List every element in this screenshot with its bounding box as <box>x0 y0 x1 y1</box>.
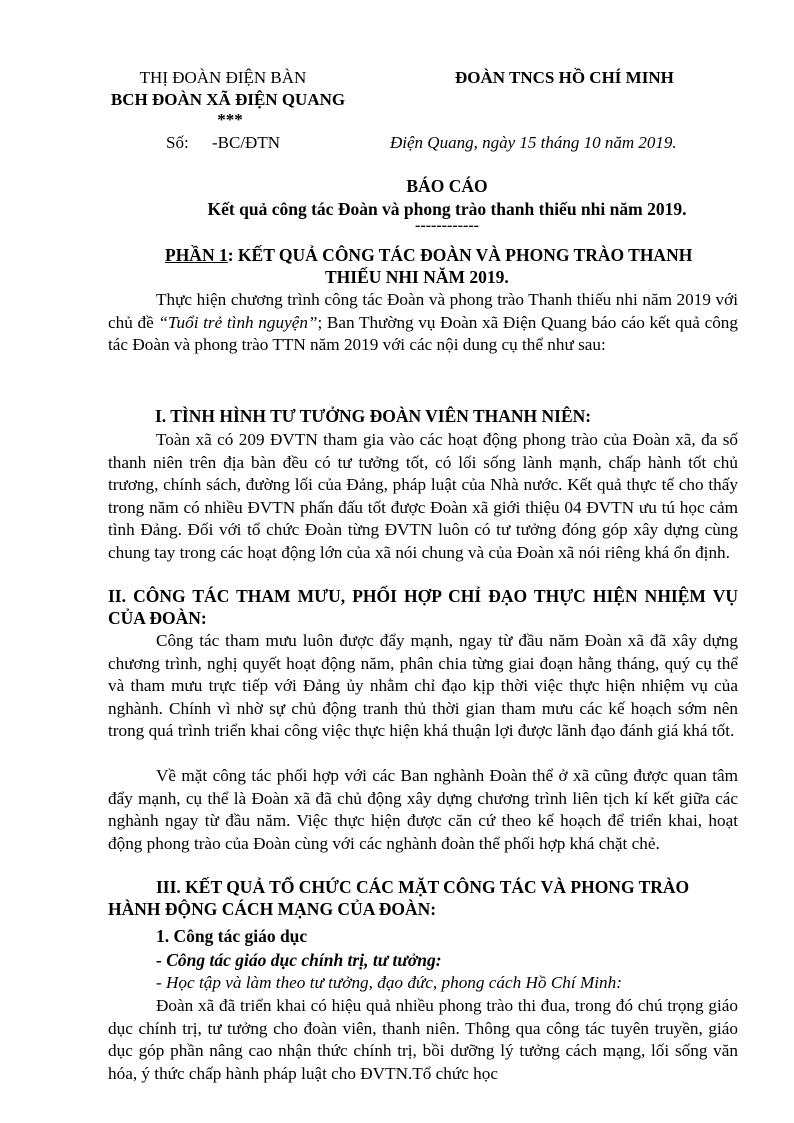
section3-sub1a: - Công tác giáo dục chính trị, tư tưởng: <box>156 950 442 970</box>
part1-heading <box>165 244 692 266</box>
part1-heading-line2: THIẾU NHI NĂM 2019. <box>325 267 509 287</box>
section1-paragraph: Toàn xã có 209 ĐVTN tham gia vào các hoạt động phong trào của Đoàn xã, đa số thanh niên trên địa bàn đều có tư tưởng tốt, có lối sống lành mạnh, chấp hành tốt chủ trương, chính sách, đường lối của Đảng, pháp luật của Nhà nước. Kết quả thực tế cho thấy trong năm có nhiều ĐVTN phấn đấu tốt được Đoàn xã giới thiệu 04 ĐVTN ưu tú học cảm tình Đảng. Đối với tổ chức Đoàn từng ĐVTN luôn có tư tưởng đóng góp xây dựng cùng chung tay trong các hoạt động lớn của xã nói chung và của Đoàn xã nói riêng khá ổn định. <box>108 430 738 562</box>
doc-number-value: -BC/ĐTN <box>212 133 280 152</box>
part1-heading-rest: : KẾT QUẢ CÔNG TÁC ĐOÀN VÀ PHONG TRÀO THANH <box>227 245 693 265</box>
intro-paragraph: Thực hiện chương trình công tác Đoàn và phong trào Thanh thiếu nhi năm 2019 với chủ đề “Tuổi trẻ tình nguyện”; Ban Thường vụ Đoàn xã Điện Quang báo cáo kết quả công tác Đoàn và phong trào TTN năm 2019 với các nội dung cụ thể như sau: <box>108 290 738 354</box>
report-title: BÁO CÁO <box>406 176 488 196</box>
section1-heading: I. TÌNH HÌNH TƯ TƯỞNG ĐOÀN VIÊN THANH NIÊN: <box>155 406 592 426</box>
section3-paragraph: Đoàn xã đã triển khai có hiệu quả nhiều phong trào thi đua, trong đó chú trọng giáo dục chính trị, tư tưởng cho đoàn viên, thanh niên. Thông qua công tác tuyên truyền, giáo dục góp phần nâng cao nhận thức chính trị, bồi dưỡng lý tưởng cách mạng, lối sống văn hóa, ý thức chấp hành pháp luật cho ĐVTN.Tổ chức học <box>108 996 738 1083</box>
org-left: THỊ ĐOÀN ĐIỆN BÀN <box>139 68 307 87</box>
report-subtitle: Kết quả công tác Đoàn và phong trào thanh thiếu nhi năm 2019. <box>207 199 687 219</box>
org-right: ĐOÀN TNCS HỒ CHÍ MINH <box>455 68 674 87</box>
title-divider: ------------ <box>415 217 479 234</box>
section2-heading: II. CÔNG TÁC THAM MƯU, PHỐI HỢP CHỈ ĐẠO THỰC HIỆN NHIỆM VỤ CỦA ĐOÀN: <box>108 586 738 628</box>
section2-paragraph-1: Công tác tham mưu luôn được đẩy mạnh, ngay từ đầu năm Đoàn xã đã xây dựng chương trình, nghị quyết hoạt động năm, phân chia từng giai đoạn hằng tháng, quý cụ thể và tham mưu trực tiếp với Đảng ủy nhằm chỉ đạo kịp thời việc thực hiện nhiệm vụ của nghành. Chính vì nhờ sự chủ động tranh thủ thời gian tham mưu các kế hoạch sớm nên trong quá trình triển khai công việc thực hiện khá thuận lợi được lãnh đạo đánh giá khá tốt. <box>108 631 738 740</box>
section3-sub1: 1. Công tác giáo dục <box>156 926 308 946</box>
section3-heading: III. KẾT QUẢ TỔ CHỨC CÁC MẶT CÔNG TÁC VÀ PHONG TRÀO HÀNH ĐỘNG CÁCH MẠNG CỦA ĐOÀN: <box>108 877 690 919</box>
place-date: Điện Quang, ngày 15 tháng 10 năm 2019. <box>390 133 677 152</box>
section2-paragraph-2: Về mặt công tác phối hợp với các Ban nghành Đoàn thể ở xã cũng được quan tâm đẩy mạnh, cụ thể là Đoàn xã đã chủ động xây dựng chương trình liên tịch kí kết giữa các nghành ngay từ đầu năm. Việc thực hiện được căn cứ theo kế hoạch để triển khai, hoạt động phong trào của Đoàn cùng với các nghành đoàn thể phối hợp khá chặt chẻ. <box>108 766 738 853</box>
org-left-sub: BCH ĐOÀN XÃ ĐIỆN QUANG <box>110 90 346 109</box>
doc-number-label: Số: <box>166 133 189 152</box>
section3-sub1a-item: - Học tập và làm theo tư tưởng, đạo đức, phong cách Hồ Chí Minh: <box>156 973 622 992</box>
stars-divider: *** <box>217 110 243 129</box>
part1-label: PHẦN 1 <box>165 245 228 265</box>
